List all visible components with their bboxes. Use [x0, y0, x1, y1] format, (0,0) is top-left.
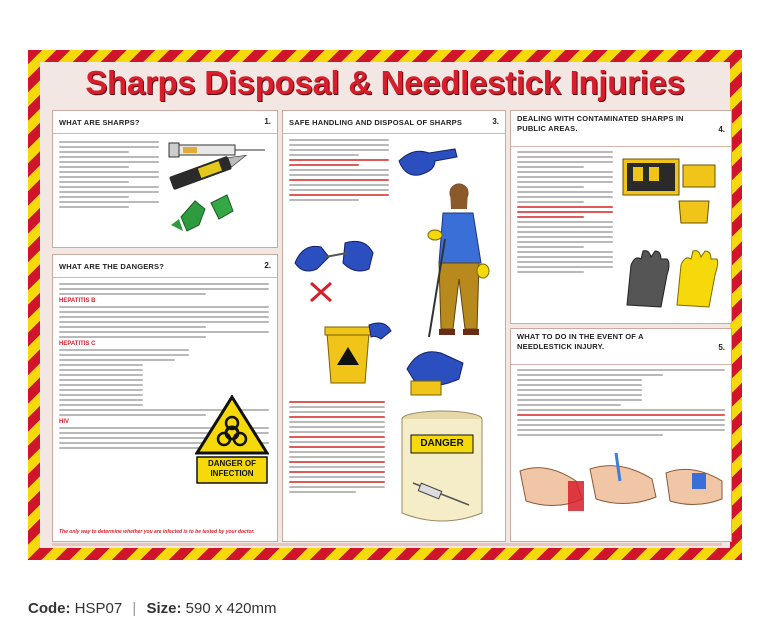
panel-header — [283, 111, 505, 134]
panel-text-block — [289, 139, 389, 204]
panel-text-block — [517, 369, 725, 439]
panel-heading: WHAT ARE SHARPS? — [59, 117, 140, 127]
panel-text-block-2 — [289, 401, 385, 496]
sharps-kit-illustration — [617, 147, 723, 227]
panel-number: 1. — [264, 117, 271, 126]
sign-text-line1: DANGER OF — [208, 459, 256, 468]
sharps-bin-illustration — [315, 317, 395, 387]
poster-footer — [52, 543, 722, 546]
panel-heading: WHAT ARE THE DANGERS? — [59, 261, 165, 271]
panel-bottom-note: The only way to determine whether you are infected is to be tested by your doctor. — [59, 529, 255, 535]
size-value: 590 x 420mm — [185, 600, 277, 617]
jar-label: DANGER — [420, 438, 464, 449]
panel-number: 2. — [264, 261, 271, 270]
heading-hepatitis-c: HEPATITIS C — [59, 341, 96, 347]
gloves-illustration — [621, 245, 721, 315]
panel-text-block — [59, 141, 159, 211]
panel-header — [53, 111, 277, 134]
panel-what-are-sharps — [52, 110, 278, 248]
heading-hepatitis-b: HEPATITIS B — [59, 298, 96, 304]
person-with-grabber-illustration — [423, 179, 493, 349]
panel-heading: WHAT TO DO IN THE EVENT OF A NEEDLESTICK INJURY. — [517, 332, 644, 351]
panel-number: 4. — [718, 125, 725, 134]
size-label: Size: — [146, 600, 182, 617]
panel-heading: DEALING WITH CONTAMINATED SHARPS IN PUBLIC AREAS. — [517, 114, 684, 133]
panel-heading: SAFE HANDLING AND DISPOSAL OF SHARPS — [289, 117, 463, 127]
heading-hiv: HIV — [59, 419, 70, 425]
first-aid-steps-illustration — [516, 451, 726, 531]
poster-title: Sharps Disposal & Needlestick Injuries — [85, 64, 685, 101]
panel-number: 5. — [718, 343, 725, 352]
poster-image — [28, 50, 742, 560]
panel-needlestick-injury — [510, 328, 732, 542]
poster-inner — [40, 62, 730, 548]
panel-contaminated-public-areas — [510, 110, 732, 324]
gloved-hand-illustration — [395, 141, 461, 181]
panel-header — [53, 255, 277, 278]
code-value: HSP07 — [74, 600, 123, 617]
panel-what-are-the-dangers — [52, 254, 278, 542]
caption-separator: | — [132, 600, 137, 617]
danger-jar-illustration — [395, 409, 489, 527]
panel-header — [511, 329, 731, 365]
product-caption — [28, 600, 277, 617]
panel-safe-handling — [282, 110, 506, 542]
code-label: Code: — [28, 600, 71, 617]
panel-header — [511, 111, 731, 147]
syringe-illustration — [161, 139, 271, 239]
panel-text-block — [517, 151, 613, 276]
hand-disposing-illustration — [403, 339, 473, 399]
sign-text-line2: INFECTION — [210, 469, 254, 478]
hands-recapping-illustration — [289, 223, 379, 303]
panel-number: 3. — [492, 117, 499, 126]
